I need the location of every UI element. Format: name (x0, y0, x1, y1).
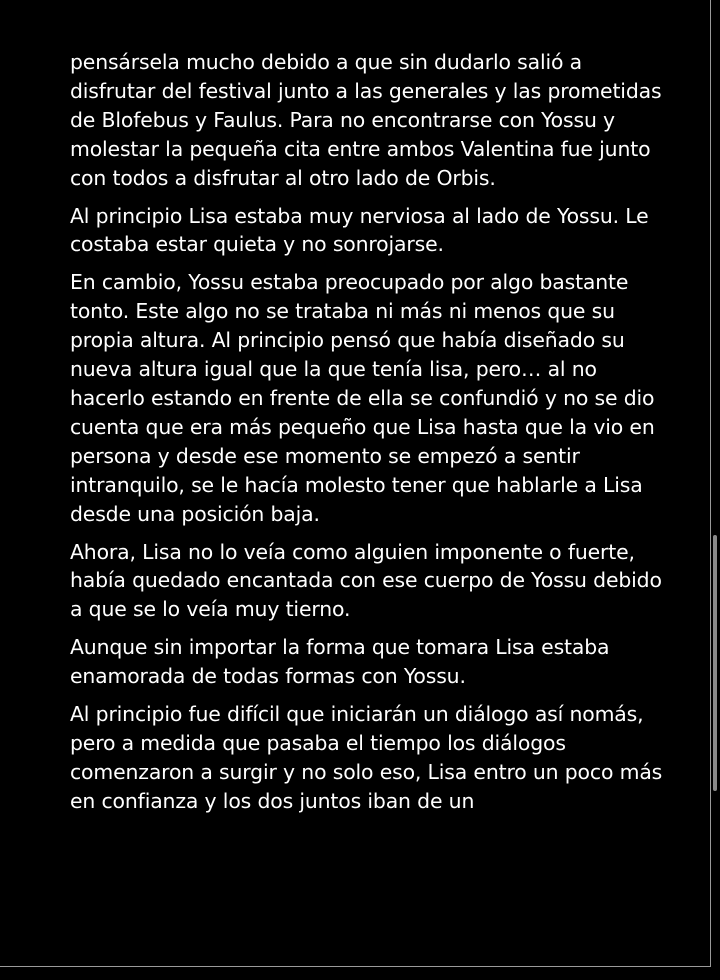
paragraph: Ahora, Lisa no lo veía como alguien imponente o fuerte, había quedado encantada con ese cuerpo de Yossu debido a que se lo veía muy tierno. (70, 539, 662, 622)
scrollbar-thumb[interactable] (713, 535, 717, 791)
document-body[interactable] (70, 48, 670, 825)
paragraph: En cambio, Yossu estaba preocupado por algo bastante tonto. Este algo no se trataba ni más ni menos que su propia altura. Al principio pensó que había diseñado su nueva altura igual que la que tenía lisa, pero… al no hacerlo estando en frente de ella se confundió y no se dio cuenta que era más pequeño que Lisa hasta que la vio en persona y desde ese momento se empezó a sentir intranquilo, se le hacía molesto tener que hablarle a Lisa desde una posición baja. (70, 270, 655, 526)
paragraph: Aunque sin importar la forma que tomara Lisa estaba enamorada de todas formas con Yossu. (70, 635, 610, 689)
paragraph: Al principio Lisa estaba muy nerviosa al lado de Yossu. Le costaba estar quieta y no sonrojarse. (70, 203, 649, 257)
paragraph: Al principio fue difícil que iniciarán un diálogo así nomás, pero a medida que pasaba el tiempo los diálogos comenzaron a surgir y no solo eso, Lisa entro un poco más en confianza y los dos juntos iban de un (70, 702, 663, 813)
paragraph: pensársela mucho debido a que sin dudarlo salió a disfrutar del festival junto a las generales y las prometidas de Blofebus y Faulus. Para no encontrarse con Yossu y molestar la pequeña cita entre ambos Valentina fue junto con todos a disfrutar al otro lado de Orbis. (70, 50, 662, 190)
